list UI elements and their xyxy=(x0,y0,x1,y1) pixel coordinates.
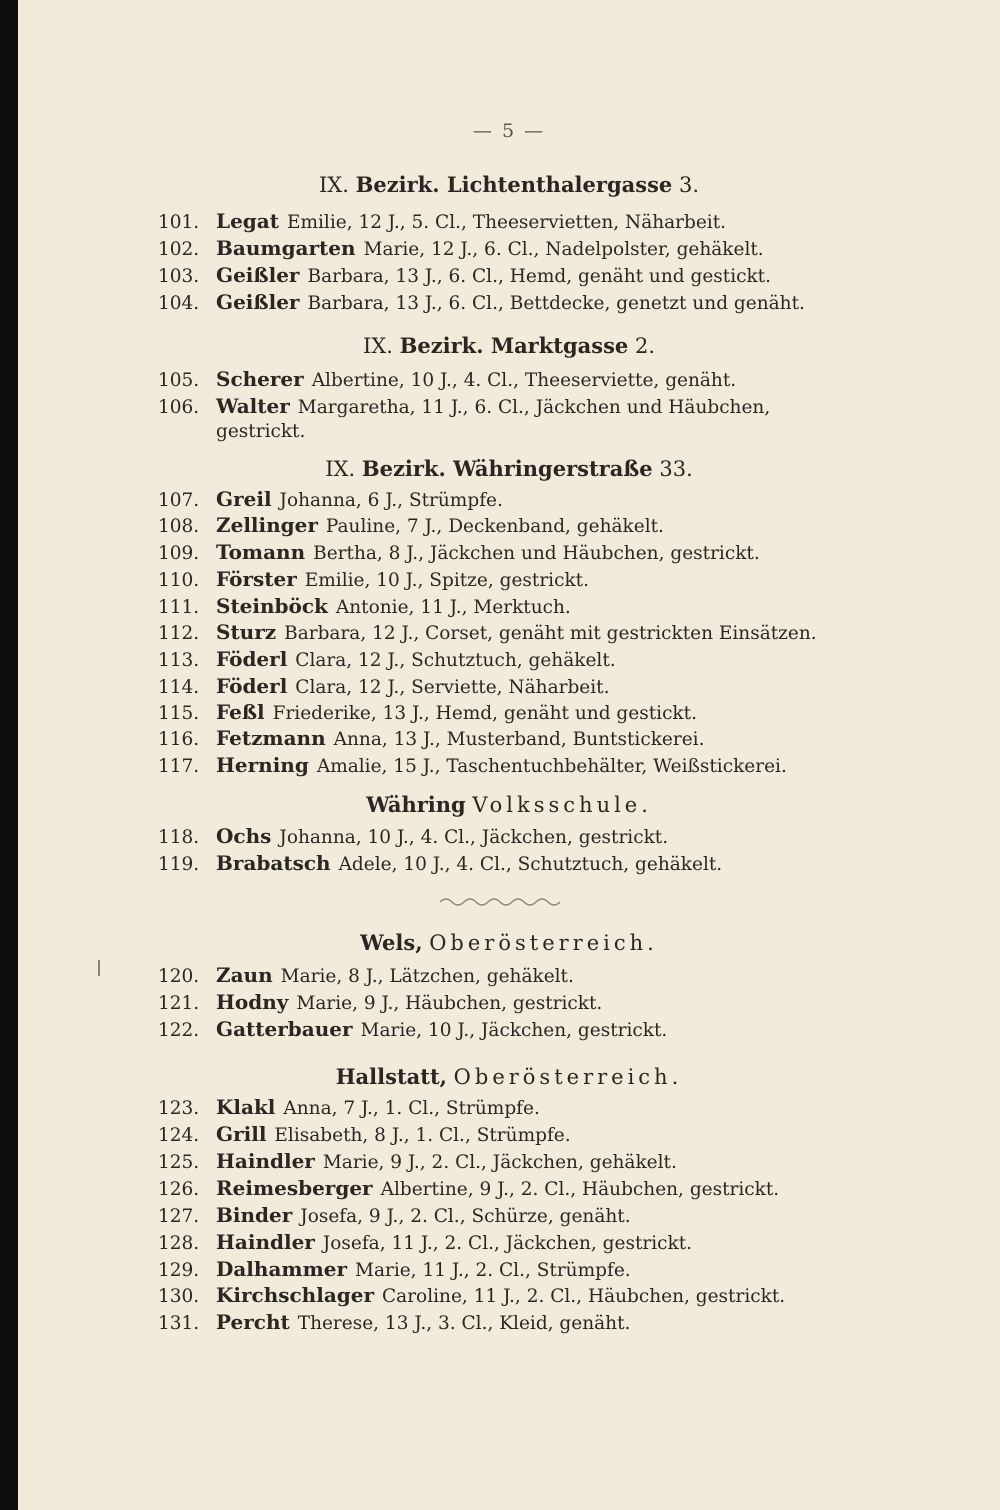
entry-details: Elisabeth, 8 J., 1. Cl., Strümpfe. xyxy=(274,1125,571,1146)
entry-surname: Percht xyxy=(216,1310,290,1334)
entry-details: Pauline, 7 J., Deckenband, gehäkelt. xyxy=(325,516,664,537)
heading-suffix: Oberösterreich. xyxy=(453,1065,683,1089)
entry-number: 102. xyxy=(158,239,200,260)
list-item xyxy=(158,289,858,317)
entry-surname: Haindler xyxy=(216,1230,315,1254)
list-item xyxy=(158,823,858,851)
entry-surname: Binder xyxy=(216,1203,293,1227)
entry-surname: Föderl xyxy=(216,647,288,671)
entry-details: Albertine, 9 J., 2. Cl., Häubchen, gestrickt. xyxy=(380,1179,780,1200)
entry-details: Johanna, 10 J., 4. Cl., Jäckchen, gestrickt. xyxy=(279,827,669,848)
entry-details: Friederike, 13 J., Hemd, genäht und gestickt. xyxy=(272,703,697,724)
entry-surname: Gatterbauer xyxy=(216,1017,353,1041)
entry-number: 117. xyxy=(158,756,200,777)
list-item xyxy=(158,752,858,780)
section-heading xyxy=(18,456,1000,481)
list-item xyxy=(158,1309,858,1337)
entry-number: 116. xyxy=(158,729,200,750)
list-item xyxy=(158,1175,858,1203)
entry-surname: Herning xyxy=(216,753,309,777)
list-item xyxy=(158,566,858,594)
list-item xyxy=(158,539,858,567)
entry-number: 128. xyxy=(158,1233,200,1254)
entry-number: 121. xyxy=(158,993,200,1014)
list-item xyxy=(158,1016,858,1044)
heading-suffix: Volksschule. xyxy=(472,793,652,817)
entry-surname: Zaun xyxy=(216,963,273,987)
heading-suffix: 33. xyxy=(659,457,693,481)
entry-details: Marie, 9 J., Häubchen, gestrickt. xyxy=(296,993,603,1014)
entry-number: 110. xyxy=(158,570,200,591)
entry-surname: Baumgarten xyxy=(216,236,356,260)
heading-title: Hallstatt, xyxy=(335,1064,447,1089)
entry-number: 129. xyxy=(158,1260,200,1281)
entry-number: 107. xyxy=(158,490,200,511)
entry-number: 108. xyxy=(158,516,200,537)
entry-surname: Legat xyxy=(216,209,279,233)
list-item xyxy=(158,593,858,621)
list-item xyxy=(158,1148,858,1176)
entry-details: Marie, 10 J., Jäckchen, gestrickt. xyxy=(360,1020,668,1041)
list-item xyxy=(158,962,858,990)
section-heading xyxy=(18,172,1000,197)
entry-number: 113. xyxy=(158,650,200,671)
entry-number: 118. xyxy=(158,827,200,848)
list-item xyxy=(158,619,858,647)
list-item xyxy=(158,646,858,674)
list-item xyxy=(158,262,858,290)
entry-surname: Feßl xyxy=(216,700,265,724)
entry-number: 111. xyxy=(158,597,200,618)
list-item xyxy=(158,366,858,394)
list-item xyxy=(158,1229,858,1257)
list-item xyxy=(158,1202,858,1230)
entry-number: 124. xyxy=(158,1125,200,1146)
section-heading xyxy=(18,1064,1000,1089)
entry-surname: Föderl xyxy=(216,674,288,698)
entry-details: Marie, 9 J., 2. Cl., Jäckchen, gehäkelt. xyxy=(322,1152,677,1173)
entry-details: Antonie, 11 J., Merktuch. xyxy=(335,597,571,618)
entry-surname: Greil xyxy=(216,487,272,511)
entry-number: 106. xyxy=(158,397,200,418)
page-number: — 5 — xyxy=(472,120,546,142)
entry-details: Josefa, 9 J., 2. Cl., Schürze, genäht. xyxy=(300,1206,631,1227)
entry-details: Josefa, 11 J., 2. Cl., Jäckchen, gestrickt. xyxy=(322,1233,693,1254)
heading-suffix: 3. xyxy=(678,173,699,197)
entry-surname: Tomann xyxy=(216,540,306,564)
heading-suffix: 2. xyxy=(634,334,656,358)
entry-surname: Kirchschlager xyxy=(216,1283,375,1307)
entry-number: 103. xyxy=(158,266,200,287)
entry-number: 123. xyxy=(158,1098,200,1119)
entry-surname: Walter xyxy=(216,394,290,418)
entry-details: Adele, 10 J., 4. Cl., Schutztuch, gehäkelt. xyxy=(338,854,723,875)
list-item xyxy=(158,486,858,514)
list-item xyxy=(158,989,858,1017)
margin-mark xyxy=(98,960,100,976)
entry-number: 122. xyxy=(158,1020,200,1041)
entry-details: Clara, 12 J., Serviette, Näharbeit. xyxy=(295,677,610,698)
entry-surname: Klakl xyxy=(216,1095,276,1119)
entry-details: Albertine, 10 J., 4. Cl., Theeserviette, genäht. xyxy=(311,370,737,391)
entry-details: Emilie, 12 J., 5. Cl., Theeservietten, Näharbeit. xyxy=(286,212,727,233)
entry-surname: Geißler xyxy=(216,290,300,314)
list-item xyxy=(158,1121,858,1149)
entry-surname: Ochs xyxy=(216,824,272,848)
entry-details: Therese, 13 J., 3. Cl., Kleid, genäht. xyxy=(297,1313,631,1334)
heading-title: Währing xyxy=(366,792,466,817)
heading-suffix: Oberösterreich. xyxy=(429,931,658,955)
entry-number: 130. xyxy=(158,1286,200,1307)
entry-surname: Reimesberger xyxy=(216,1176,373,1200)
entry-number: 101. xyxy=(158,212,200,233)
heading-title: Bezirk. Lichtenthalergasse xyxy=(355,172,673,197)
wavy-divider-ornament xyxy=(438,895,568,909)
entry-number: 126. xyxy=(158,1179,200,1200)
entry-surname: Grill xyxy=(216,1122,267,1146)
entry-surname: Fetzmann xyxy=(216,726,326,750)
entry-surname: Sturz xyxy=(216,620,277,644)
entry-surname: Hodny xyxy=(216,990,289,1014)
entry-number: 115. xyxy=(158,703,200,724)
entry-number: 127. xyxy=(158,1206,200,1227)
entry-details: Emilie, 10 J., Spitze, gestrickt. xyxy=(304,570,589,591)
entry-number: 119. xyxy=(158,854,200,875)
section-heading xyxy=(18,333,1000,358)
heading-title: Wels, xyxy=(360,930,423,955)
entry-details: Barbara, 13 J., 6. Cl., Hemd, genäht und gestickt. xyxy=(307,266,771,287)
entry-number: 112. xyxy=(158,623,200,644)
document-page xyxy=(18,0,1000,1510)
section-heading xyxy=(18,930,1000,955)
heading-prefix: IX. xyxy=(362,334,393,358)
list-item xyxy=(158,725,858,753)
list-item xyxy=(158,393,858,421)
entry-number: 120. xyxy=(158,966,200,987)
entry-surname: Steinböck xyxy=(216,594,328,618)
scan-gutter xyxy=(0,0,18,1510)
entry-details: Clara, 12 J., Schutztuch, gehäkelt. xyxy=(295,650,616,671)
entry-details: Anna, 13 J., Musterband, Buntstickerei. xyxy=(333,729,705,750)
entry-details: Barbara, 12 J., Corset, genäht mit gestrickten Einsätzen. xyxy=(284,623,817,644)
list-item xyxy=(158,1094,858,1122)
entry-number: 109. xyxy=(158,543,200,564)
entry-number: 125. xyxy=(158,1152,200,1173)
entry-details: Margaretha, 11 J., 6. Cl., Jäckchen und Häubchen, xyxy=(297,397,771,418)
entry-number: 131. xyxy=(158,1313,200,1334)
entry-details: Marie, 11 J., 2. Cl., Strümpfe. xyxy=(355,1260,631,1281)
entry-details: Anna, 7 J., 1. Cl., Strümpfe. xyxy=(283,1098,540,1119)
entry-details: Caroline, 11 J., 2. Cl., Häubchen, gestrickt. xyxy=(382,1286,786,1307)
heading-prefix: IX. xyxy=(319,173,349,197)
list-item xyxy=(158,512,858,540)
heading-title: Bezirk. Marktgasse xyxy=(399,333,629,358)
entry-surname: Haindler xyxy=(216,1149,315,1173)
heading-prefix: IX. xyxy=(325,457,356,481)
section-heading xyxy=(18,792,1000,817)
entry-number: 105. xyxy=(158,370,200,391)
list-item xyxy=(158,235,858,263)
list-item xyxy=(158,1282,858,1310)
page-content xyxy=(18,0,1000,1510)
list-item xyxy=(158,850,858,878)
entry-details: Barbara, 13 J., 6. Cl., Bettdecke, genetzt und genäht. xyxy=(307,293,805,314)
list-item xyxy=(158,673,858,701)
entry-continuation: gestrickt. xyxy=(216,421,306,442)
entry-details: Marie, 8 J., Lätzchen, gehäkelt. xyxy=(280,966,574,987)
list-item xyxy=(158,699,858,727)
entry-details: Johanna, 6 J., Strümpfe. xyxy=(279,490,503,511)
entry-surname: Scherer xyxy=(216,367,304,391)
entry-surname: Dalhammer xyxy=(216,1257,347,1281)
entry-number: 104. xyxy=(158,293,200,314)
entry-details: Marie, 12 J., 6. Cl., Nadelpolster, gehäkelt. xyxy=(363,239,764,260)
entry-surname: Förster xyxy=(216,567,297,591)
entry-surname: Brabatsch xyxy=(216,851,331,875)
entry-details: Bertha, 8 J., Jäckchen und Häubchen, gestrickt. xyxy=(313,543,760,564)
entry-number: 114. xyxy=(158,677,200,698)
entry-details: Amalie, 15 J., Taschentuchbehälter, Weißstickerei. xyxy=(316,756,787,777)
entry-surname: Zellinger xyxy=(216,513,318,537)
list-item xyxy=(158,1256,858,1284)
heading-title: Bezirk. Währingerstraße xyxy=(361,456,653,481)
entry-surname: Geißler xyxy=(216,263,300,287)
list-item xyxy=(158,208,858,236)
